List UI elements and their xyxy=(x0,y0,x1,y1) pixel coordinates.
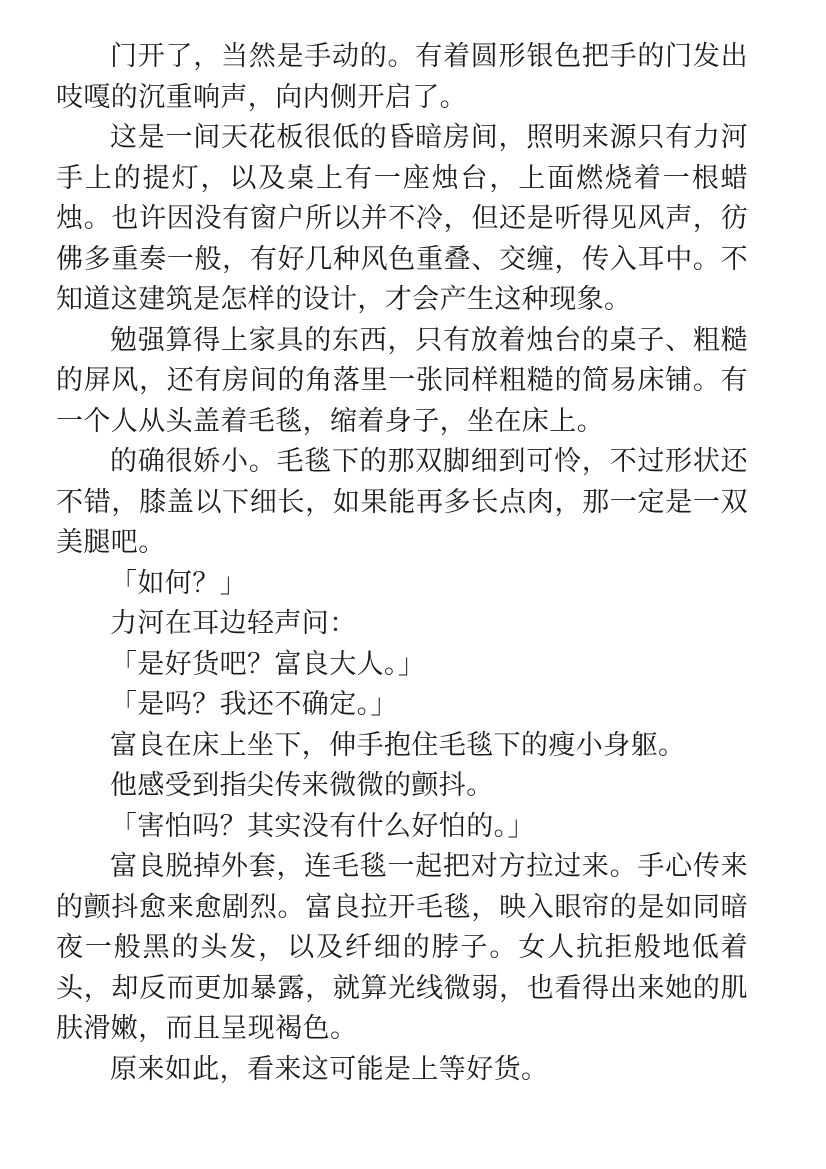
paragraph: 这是一间天花板很低的昏暗房间，照明来源只有力河手上的提灯，以及桌上有一座烛台，上面燃烧着一根蜡烛。也许因没有窗户所以并不冷，但还是听得见风声，彷佛多重奏一般，有好几种风色重叠、交缠，传入耳中。不知道这建筑是怎样的设计，才会产生这种现象。 xyxy=(56,122,748,315)
dialogue-line: 「是吗？我还不确定。」 xyxy=(110,689,398,720)
paragraph: 勉强算得上家具的东西，只有放着烛台的桌子、粗糙的屏风，还有房间的角落里一张同样粗糙的简易床铺。有一个人从头盖着毛毯，缩着身子，坐在床上。 xyxy=(56,324,748,437)
text-body xyxy=(56,37,748,1090)
paragraph: 他感受到指尖传来微微的颤抖。 xyxy=(110,770,494,801)
dialogue-line: 「如何？」 xyxy=(110,567,247,599)
paragraph: 力河在耳边轻声问： xyxy=(110,608,357,639)
paragraph: 富良在床上坐下，伸手抱住毛毯下的瘦小身躯。 xyxy=(110,729,686,761)
paragraph: 门开了，当然是手动的。有着圆形银色把手的门发出吱嘎的沉重响声，向内侧开启了。 xyxy=(56,41,748,113)
paragraph: 原来如此，看来这可能是上等好货。 xyxy=(110,1053,549,1085)
dialogue-line: 「是好货吧？富良大人。」 xyxy=(110,648,426,680)
dialogue-line: 「害怕吗？其实没有什么好怕的。」 xyxy=(110,810,535,842)
paragraph: 富良脱掉外套，连毛毯一起把对方拉过来。手心传来的颤抖愈来愈剧烈。富良拉开毛毯，映入眼帘的是如同暗夜一般黑的头发，以及纤细的脖子。女人抗拒般地低着头，却反而更加暴露，就算光线微弱，也看得出来她的肌肤滑嫩，而且呈现褐色。 xyxy=(56,851,748,1044)
paragraph: 的确很娇小。毛毯下的那双脚细到可怜，不过形状还不错，膝盖以下细长，如果能再多长点肉，那一定是一双美腿吧。 xyxy=(56,446,748,558)
